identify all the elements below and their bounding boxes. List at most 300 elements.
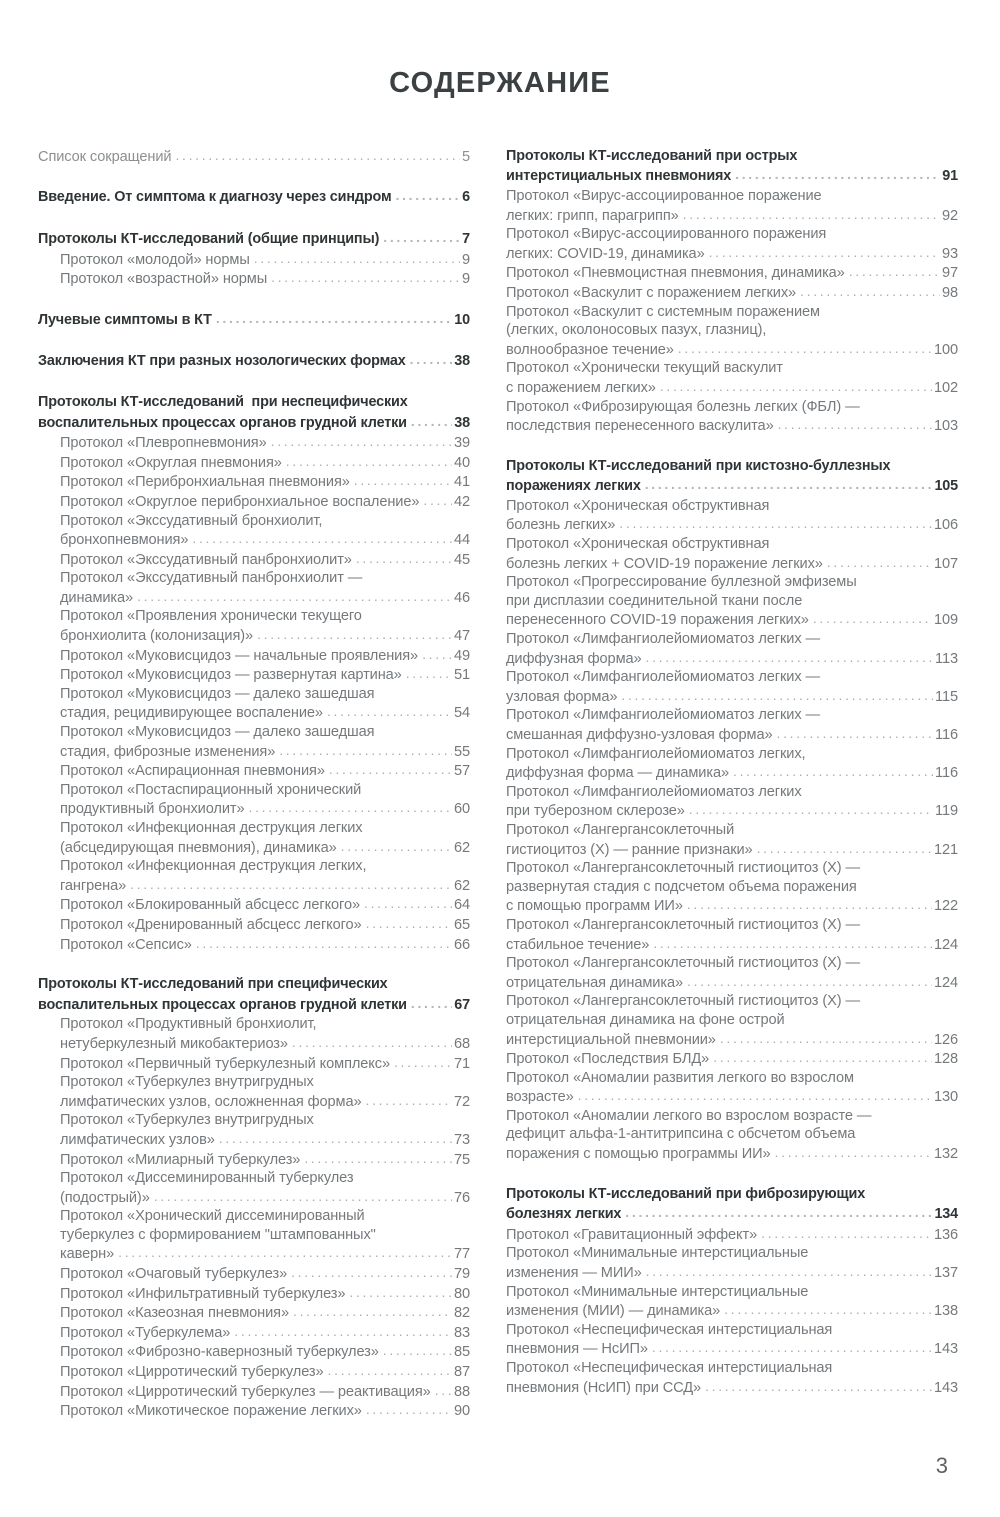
toc-sub-entry[interactable] xyxy=(38,1362,470,1382)
toc-entry-label: лимфатических узлов» xyxy=(60,1131,215,1148)
toc-entry-label: с помощью программ ИИ» xyxy=(506,898,683,915)
toc-entry-page-number: 60 xyxy=(453,801,470,818)
toc-entry-label: дефицит альфа-1-антитрипсина с обсчетом объема xyxy=(506,1126,856,1143)
toc-entry-page-number: 5 xyxy=(461,148,470,165)
toc-sub-entry[interactable] xyxy=(38,1111,470,1130)
toc-entry-label: болезнях легких xyxy=(506,1206,622,1223)
toc-entry-label: воспалительных процессах органов грудной клетки xyxy=(38,414,407,431)
toc-sub-entry[interactable] xyxy=(506,1087,958,1107)
toc-sub-entry[interactable] xyxy=(506,263,958,283)
toc-sub-entry[interactable] xyxy=(38,1054,470,1074)
spacer xyxy=(38,954,470,975)
toc-sub-entry[interactable] xyxy=(506,1011,958,1030)
toc-sub-entry[interactable] xyxy=(506,303,958,322)
dot-leader xyxy=(411,994,452,1014)
toc-entry-label: Протокол «Лангергансоклеточный гистиоцитоз (Х) — xyxy=(506,993,860,1010)
toc-entry-label: Протокол «Микотическое поражение легких» xyxy=(60,1403,362,1420)
dot-leader xyxy=(625,1203,932,1223)
toc-section-entry[interactable] xyxy=(38,187,470,208)
toc-entry-label: Протокол «Казеозная пневмония» xyxy=(60,1305,289,1322)
toc-entry-label: Протокол «Лимфангиолейомиоматоз легких xyxy=(506,783,802,800)
dot-leader xyxy=(293,1302,452,1321)
toc-entry-label: Протокол «Проявления хронически текущего xyxy=(60,608,362,625)
toc-entry-label: диффузная форма — динамика» xyxy=(506,765,729,782)
toc-sub-entry[interactable] xyxy=(38,685,470,704)
toc-entry-label: Протокол «Неспецифическая интерстициальная xyxy=(506,1360,833,1377)
toc-entry-page-number: 107 xyxy=(933,555,958,572)
toc-entry-label: Протокол «Постаспирационный хронический xyxy=(60,781,362,798)
toc-entry-page-number: 113 xyxy=(935,650,958,667)
dot-leader xyxy=(341,837,452,856)
dot-leader xyxy=(410,350,453,370)
toc-entry-label: Протокол «Лимфангиолейомиоматоз легких — xyxy=(506,669,820,686)
toc-entry-page-number: 100 xyxy=(933,341,958,358)
toc-sub-entry[interactable] xyxy=(38,703,470,723)
toc-sub-entry[interactable] xyxy=(506,610,958,630)
toc-entry-label: возрасте» xyxy=(506,1089,574,1106)
toc-entry-page-number: 39 xyxy=(453,435,470,452)
toc-entry-label: бронхиолита (колонизация)» xyxy=(60,628,254,645)
toc-entry-label: продуктивный бронхиолит» xyxy=(60,801,245,818)
toc-sub-entry[interactable] xyxy=(38,1092,470,1112)
toc-sub-entry[interactable] xyxy=(38,1073,470,1092)
toc-sub-entry[interactable] xyxy=(38,512,470,531)
toc-entry-label: Протокол «Экссудативный бронхиолит, xyxy=(60,512,323,529)
toc-entry-label: болезнь легких» xyxy=(506,517,616,534)
toc-sub-entry[interactable] xyxy=(38,723,470,742)
toc-section-entry[interactable] xyxy=(38,351,470,372)
toc-sub-entry[interactable] xyxy=(38,1226,470,1245)
toc-entry-page-number: 105 xyxy=(934,478,958,495)
toc-sub-entry[interactable] xyxy=(506,497,958,516)
dot-leader xyxy=(777,724,934,743)
dot-leader xyxy=(660,377,932,396)
toc-sub-entry[interactable] xyxy=(506,1283,958,1302)
toc-sub-entry[interactable] xyxy=(506,398,958,417)
toc-entry-label: Протоколы КТ-исследований (общие принципы) xyxy=(38,230,380,247)
toc-sub-entry[interactable] xyxy=(506,244,958,264)
toc-entry-label: Протокол «Неспецифическая интерстициальная xyxy=(506,1321,833,1338)
toc-sub-entry[interactable] xyxy=(38,1244,470,1264)
dot-leader xyxy=(683,205,940,224)
dot-leader xyxy=(137,587,452,606)
toc-sub-entry[interactable] xyxy=(38,530,470,550)
toc-entry-page-number: 124 xyxy=(933,974,958,991)
toc-entry-page-number: 80 xyxy=(453,1285,470,1302)
toc-entry-label: пневмония — НсИП» xyxy=(506,1341,648,1358)
toc-section-entry[interactable] xyxy=(506,147,958,167)
toc-entry-label: Протокол «Лимфангиолейомиоматоз легких — xyxy=(506,631,820,648)
toc-entry-label: Протокол «Васкулит с системным поражением xyxy=(506,303,820,320)
toc-sub-entry[interactable] xyxy=(38,492,470,512)
toc-sub-entry[interactable] xyxy=(506,783,958,802)
toc-entry-label: перенесенного COVID-19 поражения легких» xyxy=(506,612,809,629)
toc-sub-entry[interactable] xyxy=(506,916,958,935)
toc-entry-label: интерстициальной пневмонии» xyxy=(506,1031,716,1048)
dot-leader xyxy=(175,146,460,165)
toc-section-entry[interactable] xyxy=(38,995,470,1016)
toc-entry-page-number: 54 xyxy=(453,705,470,722)
toc-sub-entry[interactable] xyxy=(506,1069,958,1088)
toc-sub-entry[interactable] xyxy=(506,840,958,860)
toc-entry-page-number: 83 xyxy=(453,1324,470,1341)
toc-section-entry[interactable] xyxy=(38,975,470,995)
toc-entry-label: Протокол «Туберкулема» xyxy=(60,1324,231,1341)
toc-sub-entry[interactable] xyxy=(506,416,958,436)
toc-entry-label: Протоколы КТ-исследований при специфических xyxy=(38,976,388,993)
toc-entry-label: Протокол «Гравитационный эффект» xyxy=(506,1226,758,1243)
toc-entry-label: (легких, околоносовых пазух, глазниц), xyxy=(506,322,767,339)
dot-leader xyxy=(778,415,932,434)
toc-entry-label: интерстициальных пневмониях xyxy=(506,168,732,185)
toc-entry-label: Протокол «Округлая пневмония» xyxy=(60,454,282,471)
toc-section-entry[interactable] xyxy=(38,310,470,331)
toc-sub-entry[interactable] xyxy=(38,569,470,588)
toc-entry-label: бронхопневмония» xyxy=(60,532,189,549)
toc-sub-entry[interactable] xyxy=(506,878,958,897)
toc-sub-entry[interactable] xyxy=(38,588,470,608)
toc-entry-label: Протокол «Лангергансоклеточный xyxy=(506,821,735,838)
dot-leader xyxy=(406,664,452,683)
toc-sub-entry[interactable] xyxy=(506,187,958,206)
toc-entry-label: поражения с помощью программы ИИ» xyxy=(506,1146,771,1163)
dot-leader xyxy=(328,1361,452,1380)
toc-section-entry[interactable] xyxy=(38,229,470,250)
toc-entry-label: Протокол «Лимфангиолейомиоматоз легких, xyxy=(506,745,806,762)
toc-sub-entry[interactable] xyxy=(38,1150,470,1170)
toc-sub-entry[interactable] xyxy=(506,321,958,340)
dot-leader xyxy=(761,1224,932,1243)
toc-entry-label: Протокол «Лангергансоклеточный гистиоцитоз (Х) — xyxy=(506,916,860,933)
toc-entry-label: изменения — МИИ» xyxy=(506,1265,642,1282)
toc-sub-entry[interactable] xyxy=(38,1034,470,1054)
toc-sub-entry[interactable] xyxy=(38,1342,470,1362)
dot-leader xyxy=(678,339,932,358)
toc-entry-label: Протокол «Васкулит с поражением легких» xyxy=(506,284,797,301)
toc-entry-label: Протокол «Вирус-ассоциированное поражение xyxy=(506,187,822,204)
toc-entry-page-number: 75 xyxy=(453,1151,470,1168)
toc-sub-entry[interactable] xyxy=(506,592,958,611)
toc-sub-entry[interactable] xyxy=(506,706,958,725)
toc-sub-entry[interactable] xyxy=(38,761,470,781)
toc-entry-page-number: 109 xyxy=(933,612,958,629)
toc-entry-label: Введение. От симптома к диагнозу через синдром xyxy=(38,189,392,206)
dot-leader xyxy=(422,645,452,664)
toc-sub-entry[interactable] xyxy=(506,821,958,840)
toc-sub-entry[interactable] xyxy=(506,1144,958,1164)
dot-leader xyxy=(248,798,451,817)
toc-sub-entry[interactable] xyxy=(506,1225,958,1245)
dot-leader xyxy=(800,282,940,301)
toc-sub-entry[interactable] xyxy=(506,1244,958,1263)
toc-entry-label: Протокол «Милиарный туберкулез» xyxy=(60,1151,301,1168)
toc-sub-entry[interactable] xyxy=(506,573,958,592)
dot-leader xyxy=(271,432,452,451)
toc-entry-page-number: 92 xyxy=(941,207,958,224)
toc-entry-label: Протоколы КТ-исследований при неспецифических xyxy=(38,393,408,410)
toc-entry-label: Протокол «Аномалии легкого во взрослом возрасте — xyxy=(506,1107,872,1124)
dot-leader xyxy=(192,529,452,548)
toc-sub-entry[interactable] xyxy=(38,147,470,167)
toc-sub-entry[interactable] xyxy=(506,687,958,707)
toc-sub-entry[interactable] xyxy=(38,626,470,646)
toc-entry-page-number: 90 xyxy=(453,1403,470,1420)
toc-sub-entry[interactable] xyxy=(38,1323,470,1343)
toc-sub-entry[interactable] xyxy=(38,799,470,819)
toc-entry-label: (подострый)» xyxy=(60,1189,150,1206)
toc-entry-label: Протокол «Хроническая обструктивная xyxy=(506,536,770,553)
toc-entry-page-number: 106 xyxy=(933,517,958,534)
toc-entry-page-number: 91 xyxy=(942,168,958,185)
toc-entry-label: смешанная диффузно-узловая форма» xyxy=(506,727,773,744)
toc-entry-label: узловая форма» xyxy=(506,688,618,705)
toc-sub-entry[interactable] xyxy=(38,876,470,896)
toc-sub-entry[interactable] xyxy=(38,1264,470,1284)
dot-leader xyxy=(724,1300,932,1319)
dot-leader xyxy=(687,972,932,991)
toc-sub-entry[interactable] xyxy=(506,801,958,821)
toc-entry-label: гангрена» xyxy=(60,877,127,894)
toc-sub-entry[interactable] xyxy=(506,973,958,993)
toc-sub-entry[interactable] xyxy=(38,472,470,492)
toc-entry-label: при дисплазии соединительной ткани после xyxy=(506,592,803,609)
toc-entry-label: пневмония (НсИП) при ССД» xyxy=(506,1379,702,1396)
toc-entry-page-number: 9 xyxy=(461,271,470,288)
dot-leader xyxy=(383,1341,452,1360)
dot-leader xyxy=(216,309,452,329)
toc-entry-page-number: 124 xyxy=(933,936,958,953)
toc-section-entry[interactable] xyxy=(506,1204,958,1225)
toc-sub-entry[interactable] xyxy=(506,763,958,783)
toc-sub-entry[interactable] xyxy=(506,1030,958,1050)
toc-entry-label: Протокол «Сепсис» xyxy=(60,936,192,953)
toc-sub-entry[interactable] xyxy=(38,1401,470,1421)
toc-sub-entry[interactable] xyxy=(38,646,470,666)
toc-entry-page-number: 68 xyxy=(453,1035,470,1052)
toc-sub-entry[interactable] xyxy=(506,935,958,955)
toc-sub-entry[interactable] xyxy=(38,250,470,270)
toc-sub-entry[interactable] xyxy=(506,630,958,649)
toc-entry-page-number: 64 xyxy=(453,897,470,914)
toc-sub-entry[interactable] xyxy=(506,283,958,303)
toc-entry-page-number: 136 xyxy=(933,1226,958,1243)
toc-sub-entry[interactable] xyxy=(506,206,958,226)
toc-sub-entry[interactable] xyxy=(506,378,958,398)
toc-entry-label: с поражением легких» xyxy=(506,379,656,396)
toc-sub-entry[interactable] xyxy=(38,857,470,876)
toc-entry-label: Протокол «Хронический диссеминированный xyxy=(60,1208,365,1225)
toc-sub-entry[interactable] xyxy=(38,935,470,955)
toc-entry-page-number: 122 xyxy=(933,898,958,915)
toc-entry-label: Протоколы КТ-исследований при фиброзирующих xyxy=(506,1185,866,1202)
toc-sub-entry[interactable] xyxy=(506,1263,958,1283)
toc-sub-entry[interactable] xyxy=(38,665,470,685)
toc-entry-page-number: 6 xyxy=(462,189,470,206)
toc-entry-page-number: 137 xyxy=(933,1265,958,1282)
dot-leader xyxy=(619,514,932,533)
toc-entry-label: Протокол «Фиброзно-кавернозный туберкулез» xyxy=(60,1344,379,1361)
toc-entry-label: Протокол «Прогрессирование буллезной эмфиземы xyxy=(506,574,857,591)
toc-entry-label: Протокол «Инфильтративный туберкулез» xyxy=(60,1285,346,1302)
dot-leader xyxy=(366,914,452,933)
toc-entry-label: Лучевые симптомы в КТ xyxy=(38,311,212,328)
toc-sub-entry[interactable] xyxy=(38,607,470,626)
toc-entry-page-number: 138 xyxy=(933,1303,958,1320)
toc-sub-entry[interactable] xyxy=(506,954,958,973)
toc-entry-label: стабильное течение» xyxy=(506,936,650,953)
toc-sub-entry[interactable] xyxy=(38,550,470,570)
toc-sub-entry[interactable] xyxy=(506,1339,958,1359)
dot-leader xyxy=(653,934,932,953)
toc-entry-label: поражениях легких xyxy=(506,478,641,495)
toc-columns xyxy=(0,147,1000,1421)
dot-leader xyxy=(705,1377,932,1396)
toc-section-entry[interactable] xyxy=(38,393,470,413)
toc-sub-entry[interactable] xyxy=(38,1169,470,1188)
dot-leader xyxy=(775,1143,932,1162)
toc-sub-entry[interactable] xyxy=(38,819,470,838)
toc-entry-page-number: 38 xyxy=(454,414,470,431)
toc-sub-entry[interactable] xyxy=(506,1378,958,1398)
dot-leader xyxy=(279,741,452,760)
toc-entry-label: Протокол «Минимальные интерстициальные xyxy=(506,1245,809,1262)
toc-entry-label: Протокол «молодой» нормы xyxy=(60,251,250,268)
toc-sub-entry[interactable] xyxy=(506,1107,958,1126)
dot-leader xyxy=(411,412,452,432)
toc-section-entry[interactable] xyxy=(506,166,958,187)
toc-entry-page-number: 49 xyxy=(453,647,470,664)
toc-entry-label: последствия перенесенного васкулита» xyxy=(506,418,774,435)
toc-sub-entry[interactable] xyxy=(506,992,958,1011)
toc-sub-entry[interactable] xyxy=(38,895,470,915)
toc-sub-entry[interactable] xyxy=(506,1049,958,1069)
toc-entry-label: волнообразное течение» xyxy=(506,341,674,358)
toc-sub-entry[interactable] xyxy=(506,1321,958,1340)
toc-entry-label: Протокол «Муковисцидоз — далеко зашедшая xyxy=(60,685,375,702)
toc-entry-page-number: 93 xyxy=(941,245,958,262)
toc-entry-label: Протокол «возрастной» нормы xyxy=(60,271,268,288)
toc-entry-label: Протокол «Продуктивный бронхиолит, xyxy=(60,1016,317,1033)
toc-entry-label: Протокол «Экссудативный панбронхиолит — xyxy=(60,570,363,587)
toc-sub-entry[interactable] xyxy=(38,1303,470,1323)
toc-entry-page-number: 42 xyxy=(453,493,470,510)
toc-sub-entry[interactable] xyxy=(506,1125,958,1144)
toc-entry-page-number: 119 xyxy=(935,803,958,820)
toc-entry-page-number: 38 xyxy=(454,353,470,370)
toc-sub-entry[interactable] xyxy=(38,1207,470,1226)
dot-leader xyxy=(219,1129,452,1148)
toc-entry-label: туберкулез с формированием "штампованных" xyxy=(60,1226,376,1243)
toc-entry-page-number: 47 xyxy=(453,628,470,645)
toc-section-entry[interactable] xyxy=(38,413,470,434)
toc-entry-label: Протокол «Лимфангиолейомиоматоз легких — xyxy=(506,707,820,724)
dot-leader xyxy=(621,686,933,705)
toc-sub-entry[interactable] xyxy=(38,1382,470,1402)
toc-entry-page-number: 62 xyxy=(453,839,470,856)
toc-sub-entry[interactable] xyxy=(506,515,958,535)
toc-entry-page-number: 55 xyxy=(453,743,470,760)
page-number: 3 xyxy=(935,1453,948,1478)
dot-leader xyxy=(254,249,460,268)
toc-entry-label: Протокол «Перибронхиальная пневмония» xyxy=(60,474,350,491)
toc-sub-entry[interactable] xyxy=(506,1301,958,1321)
dot-leader xyxy=(578,1086,932,1105)
dot-leader xyxy=(423,491,452,510)
toc-sub-entry[interactable] xyxy=(38,453,470,473)
toc-sub-entry[interactable] xyxy=(506,535,958,554)
spacer xyxy=(38,289,470,310)
toc-sub-entry[interactable] xyxy=(506,745,958,764)
dot-leader xyxy=(304,1149,452,1168)
toc-entry-label: Протокол «Туберкулез внутригрудных xyxy=(60,1112,314,1129)
dot-leader xyxy=(366,1091,452,1110)
toc-entry-page-number: 40 xyxy=(453,454,470,471)
toc-entry-page-number: 71 xyxy=(453,1055,470,1072)
toc-sub-entry[interactable] xyxy=(506,725,958,745)
toc-sub-entry[interactable] xyxy=(38,1130,470,1150)
toc-sub-entry[interactable] xyxy=(38,838,470,858)
toc-sub-entry[interactable] xyxy=(506,340,958,360)
toc-sub-entry[interactable] xyxy=(38,915,470,935)
dot-leader xyxy=(395,186,460,206)
toc-entry-page-number: 121 xyxy=(933,841,958,858)
toc-entry-page-number: 128 xyxy=(933,1051,958,1068)
toc-sub-entry[interactable] xyxy=(506,668,958,687)
spacer xyxy=(38,330,470,351)
toc-entry-label: Протокол «Пневмоцистная пневмония, динамика» xyxy=(506,265,845,282)
toc-sub-entry[interactable] xyxy=(38,433,470,453)
toc-entry-page-number: 134 xyxy=(934,1206,958,1223)
toc-sub-entry[interactable] xyxy=(38,781,470,800)
toc-entry-label: Протокол «Экссудативный панбронхиолит» xyxy=(60,551,352,568)
toc-sub-entry[interactable] xyxy=(506,554,958,574)
toc-sub-entry[interactable] xyxy=(38,1015,470,1034)
toc-column-right xyxy=(506,147,958,1397)
toc-entry-page-number: 79 xyxy=(453,1266,470,1283)
toc-sub-entry[interactable] xyxy=(38,1188,470,1208)
toc-section-entry[interactable] xyxy=(506,476,958,497)
toc-entry-label: Протокол «Лангергансоклеточный гистиоцитоз (Х) — xyxy=(506,860,860,877)
toc-entry-label: Протокол «Последствия БЛД» xyxy=(506,1051,710,1068)
toc-sub-entry[interactable] xyxy=(38,269,470,289)
toc-entry-label: Протоколы КТ-исследований при кистозно-буллезных xyxy=(506,457,891,474)
toc-sub-entry[interactable] xyxy=(506,359,958,378)
toc-entry-label: Протокол «Первичный туберкулезный комплекс» xyxy=(60,1055,390,1072)
toc-sub-entry[interactable] xyxy=(38,742,470,762)
toc-entry-label: Протокол «Вирус-ассоциированного поражения xyxy=(506,226,827,243)
toc-entry-page-number: 10 xyxy=(454,311,470,328)
toc-sub-entry[interactable] xyxy=(506,649,958,669)
toc-section-entry[interactable] xyxy=(506,457,958,477)
toc-entry-label: болезнь легких + COVID-19 поражение легких» xyxy=(506,555,823,572)
toc-entry-label: легких: грипп, парагрипп» xyxy=(506,207,679,224)
dot-leader xyxy=(735,165,940,185)
dot-leader xyxy=(709,243,940,262)
toc-sub-entry[interactable] xyxy=(506,225,958,244)
toc-sub-entry[interactable] xyxy=(506,1359,958,1378)
toc-section-entry[interactable] xyxy=(506,1185,958,1205)
dot-leader xyxy=(687,895,932,914)
spacer xyxy=(506,1164,958,1185)
toc-entry-page-number: 46 xyxy=(453,589,470,606)
toc-sub-entry[interactable] xyxy=(38,1284,470,1304)
dot-leader xyxy=(292,1033,452,1052)
toc-entry-label: при туберозном склерозе» xyxy=(506,803,685,820)
toc-sub-entry[interactable] xyxy=(506,859,958,878)
toc-entry-page-number: 85 xyxy=(453,1344,470,1361)
toc-sub-entry[interactable] xyxy=(506,896,958,916)
toc-entry-page-number: 41 xyxy=(453,474,470,491)
